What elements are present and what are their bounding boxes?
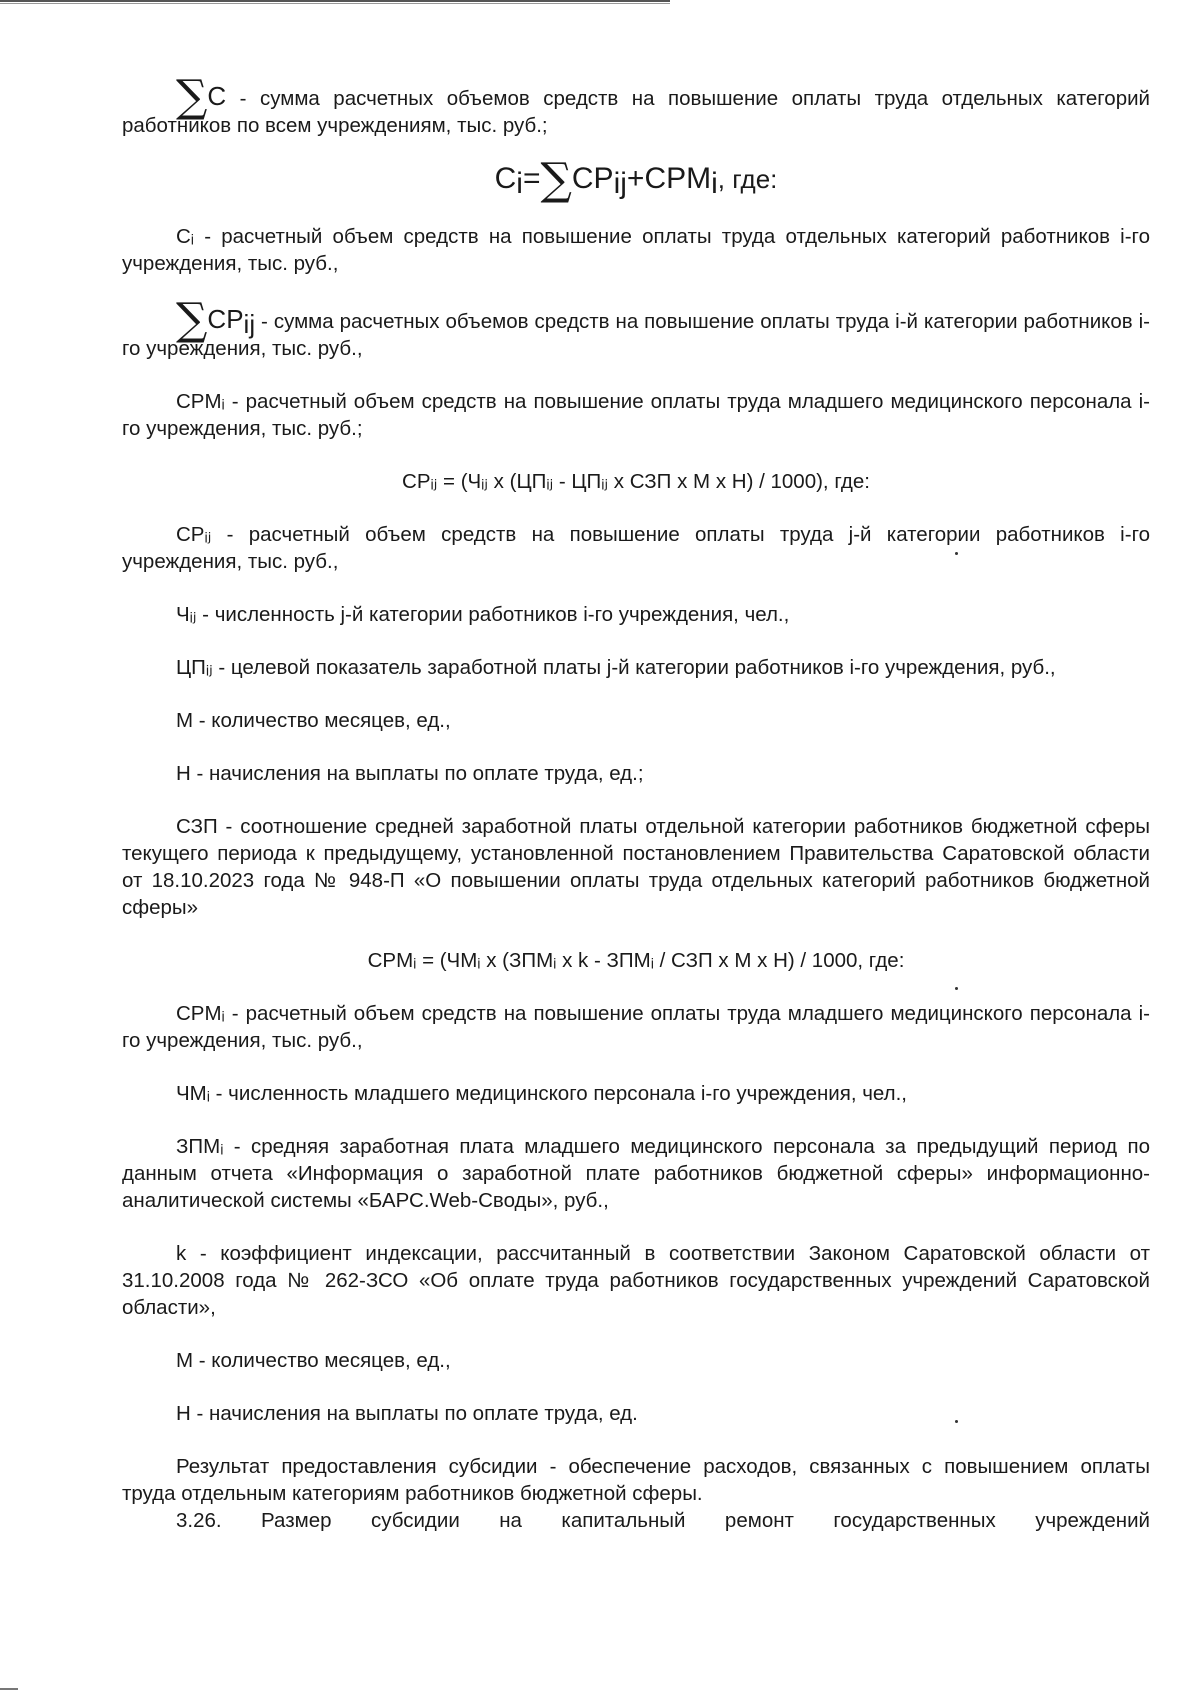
paragraph-chij: Чᵢⱼ - численность j-й категории работников i-го учреждения, чел., (176, 603, 790, 626)
scan-top-border-thin (0, 3, 670, 4)
paragraph-result: Результат предоставления субсидии - обеспечение расходов, связанных с повышением оплаты труда отдельным категориям работников бюджетной сферы. (122, 1455, 1150, 1505)
sigma-symbol: ∑ (176, 71, 208, 122)
paragraph-ci: Cᵢ - расчетный объем средств на повышение оплаты труда отдельных категорий работников i-го учреждения, тыс. руб., (122, 225, 1150, 275)
paragraph-n-2: Н - начисления на выплаты по оплате труда, ед. (176, 1402, 638, 1425)
paragraph-m-2: М - количество месяцев, ед., (176, 1349, 451, 1372)
sigma-symbol: ∑ (176, 294, 208, 345)
paragraph-m: М - количество месяцев, ед., (176, 709, 451, 732)
paragraph-cpmi-2: CPMᵢ - расчетный объем средств на повышение оплаты труда младшего медицинского персонала i-го учреждения, тыс. руб., (122, 1002, 1150, 1052)
paragraph-chmi: ЧМᵢ - численность младшего медицинского персонала i-го учреждения, чел., (176, 1082, 907, 1105)
scan-top-border (0, 0, 670, 2)
paragraph-sum-cpij: $\sum CP_{ij}$ - сумма расчетных объемов средств на повышение оплаты труда i-й категории работников i-го учреждения, тыс. руб., (122, 294, 1150, 360)
formula-ci: $C_i=\sum CP_{ij}+CPM_i$, где: (494, 154, 778, 205)
paragraph-text: - сумма расчетных объемов средств на повышение оплаты труда отдельных категорий работников по всем учреждениям, тыс. руб.; (122, 87, 1150, 137)
symbol-c: C (207, 81, 227, 111)
paragraph-cpij: CPᵢⱼ - расчетный объем средств на повышение оплаты труда j-й категории работников i-го учреждения, тыс. руб., (122, 523, 1150, 573)
scan-speck (955, 987, 958, 990)
document-page (122, 71, 1150, 1534)
scan-speck (955, 1420, 958, 1423)
paragraph-zpmi: ЗПМᵢ - средняя заработная плата младшего медицинского персонала за предыдущий период по данным отчета «Информация о заработной плате работников бюджетной сферы» информационно-аналитической системы «БАРС.Web-Своды», руб., (122, 1135, 1150, 1212)
formula-cpij: CPᵢⱼ = (Чᵢⱼ х (ЦПᵢⱼ - ЦПᵢⱼ х СЗП х М х Н) / 1000), где: (402, 470, 870, 493)
paragraph-szp: СЗП - соотношение средней заработной платы отдельной категории работников бюджетной сферы текущего периода к предыдущему, установленной постановлением Правительства Саратовской области от 18.10.2023 года № 948-П «О повышении оплаты труда отдельных категорий работников бюджетной сферы» (122, 815, 1150, 919)
scan-bottom-mark (0, 1688, 18, 1690)
sigma-symbol: ∑ (540, 154, 572, 205)
formula-cpmi: CPMᵢ = (ЧМᵢ х (ЗПМᵢ х k - ЗПМᵢ / СЗП х М х Н) / 1000, где: (367, 949, 905, 972)
paragraph-cpmi: CPMᵢ - расчетный объем средств на повышение оплаты труда младшего медицинского персонала i-го учреждения, тыс. руб.; (122, 390, 1150, 440)
paragraph-tspij: ЦПᵢⱼ - целевой показатель заработной платы j-й категории работников i-го учреждения, руб., (176, 656, 1056, 679)
paragraph-3-26: 3.26. Размер субсидии на капитальный ремонт государственных учреждений (176, 1509, 1150, 1532)
paragraph-n: Н - начисления на выплаты по оплате труда, ед.; (176, 762, 644, 785)
scan-speck (955, 552, 958, 555)
paragraph-k: k - коэффициент индексации, рассчитанный в соответствии Законом Саратовской области от 31.10.2008 года № 262-ЗСО «Об оплате труда работников государственных учреждений Саратовской области», (122, 1242, 1150, 1319)
paragraph-sum-c (122, 71, 1150, 139)
